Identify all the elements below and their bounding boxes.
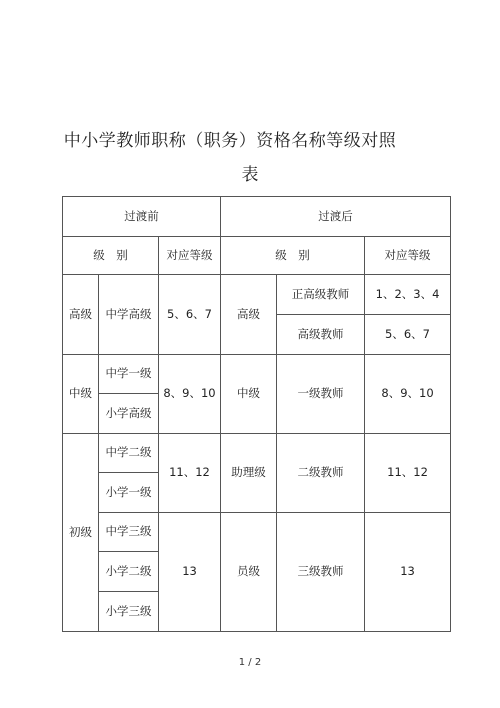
middle-before-title-1: 中学一级: [99, 355, 159, 394]
table-row: [63, 197, 451, 237]
middle-after-label: 中级: [221, 355, 277, 434]
col-header-level-before: 级 别: [63, 237, 159, 275]
col-header-grade-before: 对应等级: [159, 237, 221, 275]
junior-group2-after-title: 三级教师: [277, 513, 365, 632]
middle-before-grade: 8、9、10: [159, 355, 221, 434]
document-title-line1: 中小学教师职称（职务）资格名称等级对照: [63, 131, 397, 151]
senior-after-grade-1: 1、2、3、4: [365, 275, 451, 315]
senior-level-label: 高级: [63, 275, 99, 355]
header-after-transition: 过渡后: [221, 197, 451, 237]
middle-level-label: 中级: [63, 355, 99, 434]
junior-before-title-2: 小学一级: [99, 473, 159, 513]
junior-before-title-1: 中学二级: [99, 434, 159, 473]
junior-group1-after-title: 二级教师: [277, 434, 365, 513]
junior-group1-grade: 11、12: [159, 434, 221, 513]
table-row: [63, 513, 451, 552]
senior-after-label: 高级: [221, 275, 277, 355]
middle-after-grade: 8、9、10: [365, 355, 451, 434]
table-row: [63, 434, 451, 473]
junior-level-label: 初级: [63, 434, 99, 632]
title-grade-table: [62, 196, 451, 632]
junior-group2-after-label: 员级: [221, 513, 277, 632]
senior-before-title: 中学高级: [99, 275, 159, 355]
header-before-transition: 过渡前: [63, 197, 221, 237]
middle-before-title-2: 小学高级: [99, 394, 159, 434]
junior-before-title-4: 小学二级: [99, 552, 159, 592]
junior-group1-after-label: 助理级: [221, 434, 277, 513]
junior-before-title-3: 中学三级: [99, 513, 159, 552]
senior-after-grade-2: 5、6、7: [365, 315, 451, 355]
table-row: [63, 355, 451, 394]
senior-before-grade: 5、6、7: [159, 275, 221, 355]
col-header-level-after: 级 别: [221, 237, 365, 275]
document-title-line2: 表: [241, 165, 259, 185]
middle-after-title: 一级教师: [277, 355, 365, 434]
senior-after-title-1: 正高级教师: [277, 275, 365, 315]
page-number: 1 / 2: [238, 657, 262, 668]
table-row: [63, 275, 451, 315]
senior-after-title-2: 高级教师: [277, 315, 365, 355]
table-row: [63, 237, 451, 275]
junior-group2-grade: 13: [159, 513, 221, 632]
junior-group2-after-grade: 13: [365, 513, 451, 632]
junior-group1-after-grade: 11、12: [365, 434, 451, 513]
junior-before-title-5: 小学三级: [99, 592, 159, 632]
col-header-grade-after: 对应等级: [365, 237, 451, 275]
